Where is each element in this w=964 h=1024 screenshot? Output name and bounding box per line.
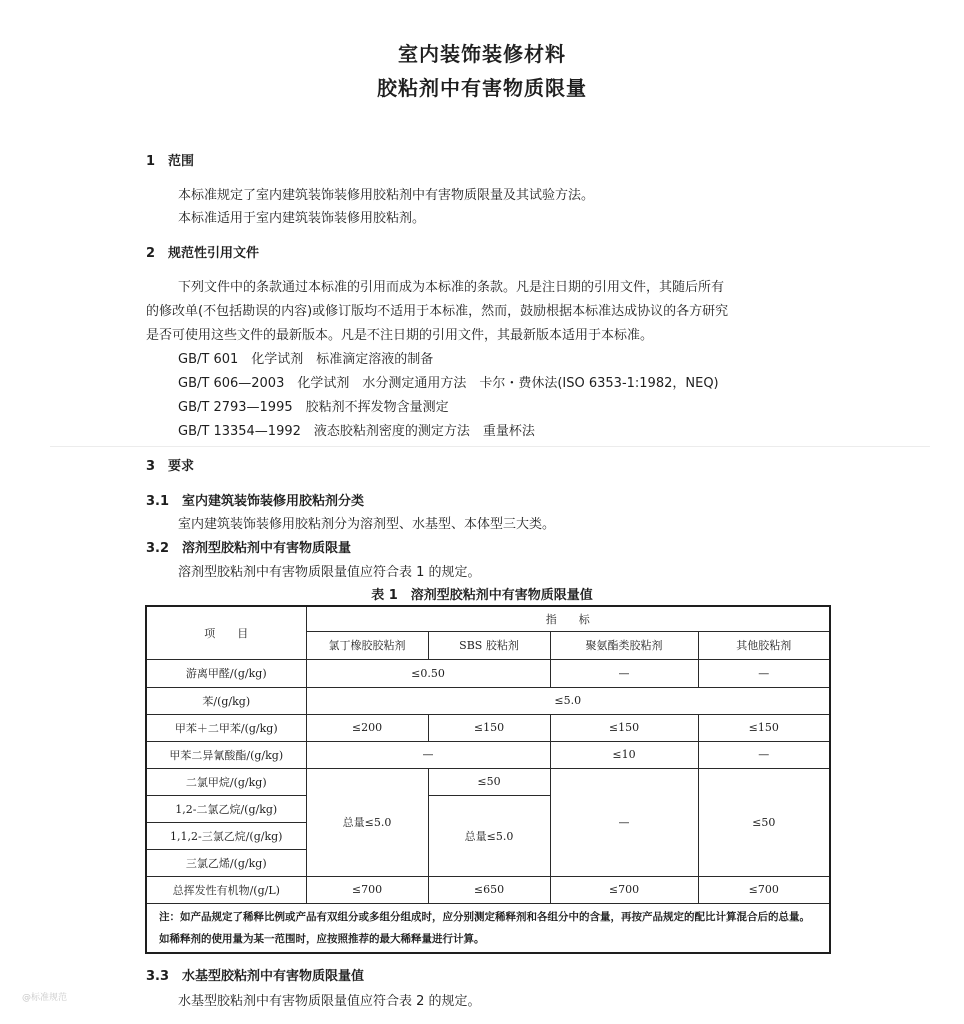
cell-value: ≤650 [428,876,550,903]
table-note: 注：如产品规定了稀释比例或产品有双组分或多组分组成时，应分别测定稀释剂和各组分中的含量，再按产品规定的配比计算混合后的总量。如稀释剂的使用量为某一范围时，应按照推荐的最大稀释量进行计算。 [146,903,830,953]
reference-item: GB/T 13354—1992 液态胶粘剂密度的测定方法 重量杯法 [178,424,535,439]
reference-item: GB/T 2793—1995 胶粘剂不挥发物含量测定 [178,400,449,415]
table-row [146,741,830,768]
cell-value: ≤0.50 [306,659,550,687]
cell-value: 总量≤5.0 [428,795,550,876]
doc-title-line1: 室内装饰装修材料 [398,42,566,66]
cell-value: ≤50 [698,768,830,876]
cell-value: ≤150 [550,714,698,741]
table-1-caption: 表 1 溶剂型胶粘剂中有害物质限量值 [371,588,593,603]
section-1-heading: 1 范围 [146,154,195,169]
section-2-line-2: 的修改单(不包括勘误的内容)或修订版均不适用于本标准，然而，鼓励根据本标准达成协议的各方研究 [146,304,729,319]
row-label: 甲苯＋二甲苯/(g/kg) [146,714,306,741]
cell-value: ≤700 [306,876,428,903]
section-3-2-text: 溶剂型胶粘剂中有害物质限量值应符合表 1 的规定。 [178,565,481,580]
row-label: 1,1,2-三氯乙烷/(g/kg) [146,822,306,849]
table-row [146,714,830,741]
row-label: 苯/(g/kg) [146,687,306,714]
cell-value: — [698,741,830,768]
reference-item: GB/T 601 化学试剂 标准滴定溶液的制备 [178,352,434,367]
item-header: 项 目 [146,606,306,659]
cell-value: ≤700 [698,876,830,903]
watermark: @标准规范 [22,993,68,1003]
reference-item: GB/T 606—2003 化学试剂 水分测定通用方法 卡尔・费休法(ISO 6353-1:1982，NEQ) [178,376,719,391]
section-3-1-text: 室内建筑装饰装修用胶粘剂分为溶剂型、水基型、本体型三大类。 [178,517,556,532]
cell-value: — [306,741,550,768]
doc-title-line2: 胶粘剂中有害物质限量 [377,76,587,100]
cell-value: — [698,659,830,687]
row-label: 总挥发性有机物/(g/L) [146,876,306,903]
table-row [146,876,830,903]
table-row [146,768,830,795]
cell-value: ≤150 [698,714,830,741]
section-2-line-1: 下列文件中的条款通过本标准的引用而成为本标准的条款。凡是注日期的引用文件，其随后所有 [178,280,725,295]
row-label: 三氯乙烯/(g/kg) [146,849,306,876]
cell-value: 总量≤5.0 [306,768,428,876]
col-header-other: 其他胶粘剂 [698,631,830,659]
table-1 [145,605,831,954]
col-header-chloroprene: 氯丁橡胶胶粘剂 [306,631,428,659]
section-3-heading: 3 要求 [146,459,195,474]
col-header-sbs: SBS 胶粘剂 [428,631,550,659]
cell-value: — [550,659,698,687]
row-label: 游离甲醛/(g/kg) [146,659,306,687]
cell-value: ≤10 [550,741,698,768]
section-1-para-2: 本标准适用于室内建筑装饰装修用胶粘剂。 [178,211,426,226]
cell-value: ≤700 [550,876,698,903]
table-note-row [146,903,830,953]
col-header-polyurethane: 聚氨酯类胶粘剂 [550,631,698,659]
table-row [146,687,830,714]
cell-value: — [550,768,698,876]
table-header-row [146,606,830,631]
divider [50,446,930,447]
section-3-3-heading: 3.3 水基型胶粘剂中有害物质限量值 [146,969,365,984]
cell-value: ≤50 [428,768,550,795]
cell-value: ≤5.0 [306,687,830,714]
section-3-3-text: 水基型胶粘剂中有害物质限量值应符合表 2 的规定。 [178,994,481,1009]
table-row [146,659,830,687]
index-header: 指 标 [306,606,830,631]
section-2-heading: 2 规范性引用文件 [146,246,260,261]
cell-value: ≤200 [306,714,428,741]
cell-value: ≤150 [428,714,550,741]
section-1-para-1: 本标准规定了室内建筑装饰装修用胶粘剂中有害物质限量及其试验方法。 [178,188,595,203]
section-3-1-heading: 3.1 室内建筑装饰装修用胶粘剂分类 [146,494,365,509]
row-label: 二氯甲烷/(g/kg) [146,768,306,795]
row-label: 甲苯二异氰酸酯/(g/kg) [146,741,306,768]
section-2-line-3: 是否可使用这些文件的最新版本。凡是不注日期的引用文件，其最新版本适用于本标准。 [146,328,654,343]
section-3-2-heading: 3.2 溶剂型胶粘剂中有害物质限量 [146,541,352,556]
row-label: 1,2-二氯乙烷/(g/kg) [146,795,306,822]
